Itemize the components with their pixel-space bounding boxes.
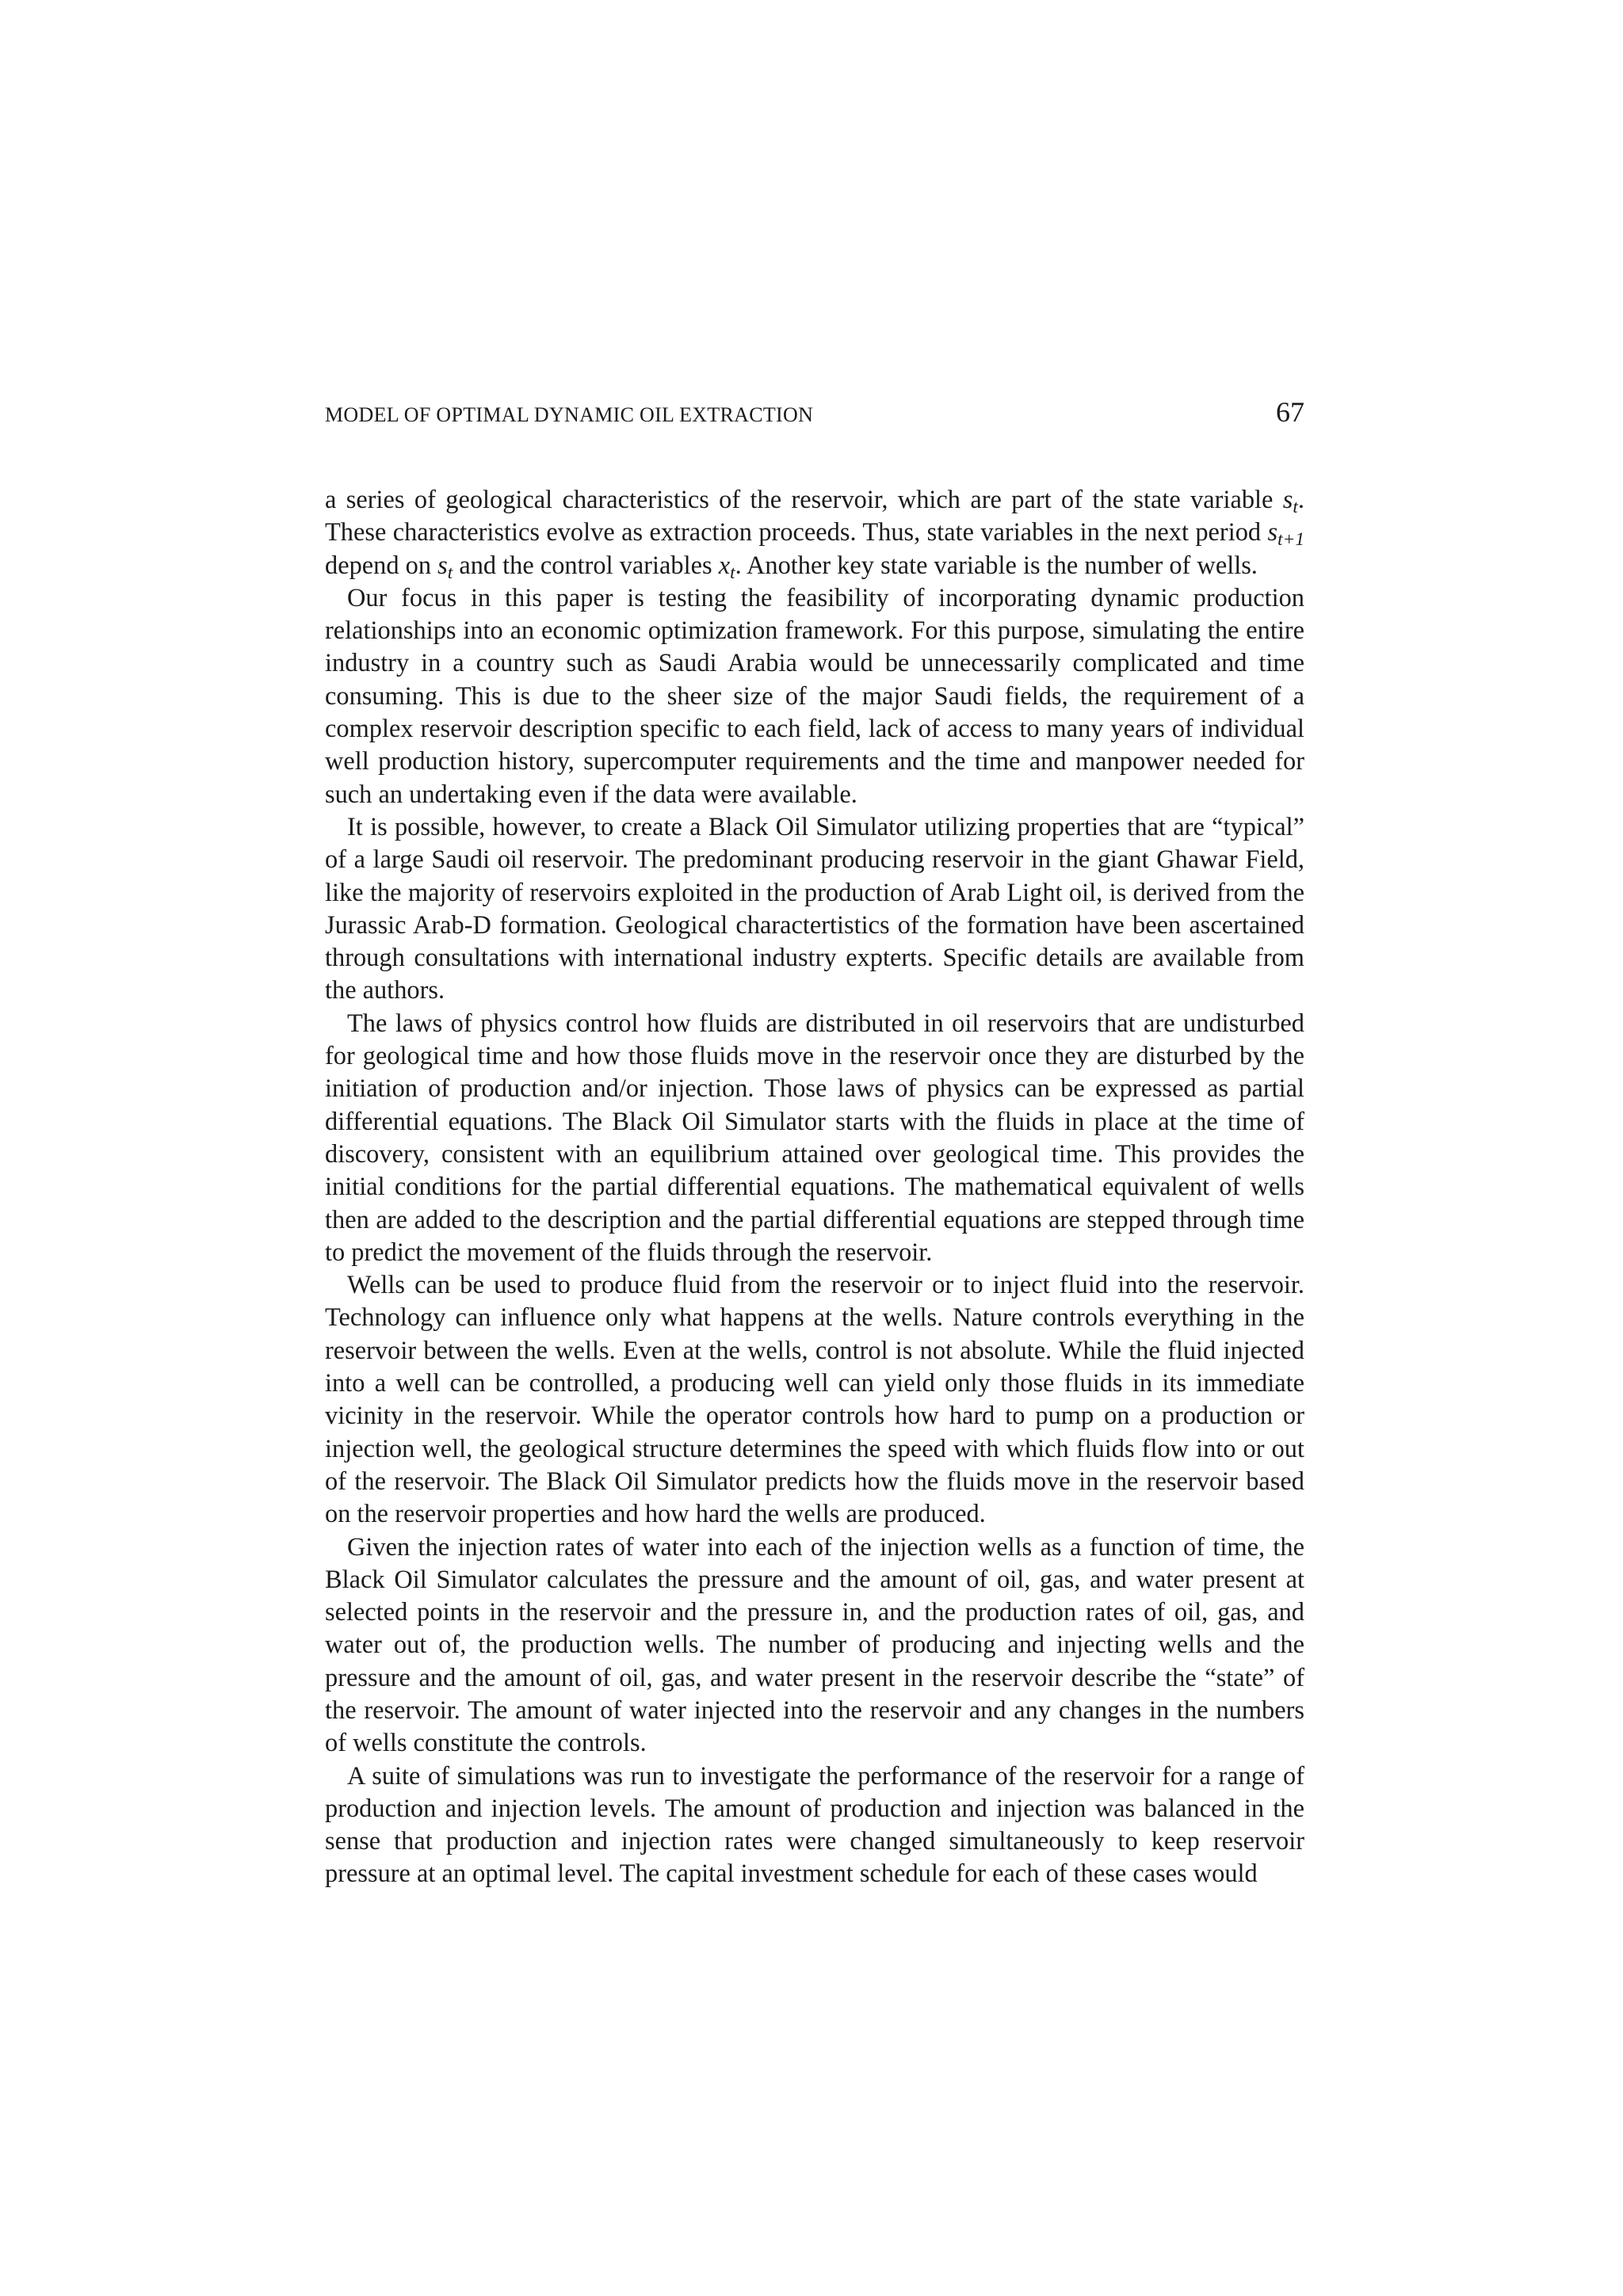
paragraph-1 xyxy=(325,484,1304,582)
math-subscript-t: t xyxy=(1293,496,1298,517)
paragraph-1-text-c: depend on xyxy=(325,551,438,580)
paragraph-1-text-e: . Another key state variable is the number of wells. xyxy=(735,551,1258,580)
page xyxy=(325,392,1304,1891)
body-text xyxy=(325,484,1304,1891)
paragraph-4: The laws of physics control how fluids are distributed in oil reservoirs that are undisturbed for geological time and how those fluids move in the reservoir once they are disturbed by the initiation of production and/or injection. Those laws of physics can be expressed as partial differential equations. The Black Oil Simulator starts with the fluids in place at the time of discovery, consistent with an equilibrium attained over geological time. This provides the initial conditions for the partial differential equations. The mathematical equivalent of wells then are added to the description and the partial differential equations are stepped through time to predict the movement of the fluids through the reservoir. xyxy=(325,1009,1304,1267)
math-s-t xyxy=(1282,486,1298,517)
paragraph-1-text-b: . These characteristics evolve as extraction proceeds. Thus, state variables in the next period xyxy=(325,486,1304,547)
running-header xyxy=(325,392,1304,440)
math-symbol-s: s xyxy=(1267,518,1278,547)
paragraph-6: Given the injection rates of water into each of the injection wells as a function of time, the Black Oil Simulator calculates the pressure and the amount of oil, gas, and water present at selected points in the reservoir and the pressure in, and the production rates of oil, gas, and water out of, the production wells. The number of producing and injecting wells and the pressure and the amount of oil, gas, and water present in the reservoir describe the “state” of the reservoir. The amount of water injected into the reservoir and any changes in the numbers of wells constitute the controls. xyxy=(325,1532,1304,1758)
math-symbol-s: s xyxy=(437,551,448,580)
math-symbol-s: s xyxy=(1282,486,1293,514)
paragraph-1-text-a: a series of geological characteristics of the reservoir, which are part of the state variable xyxy=(325,486,1283,514)
math-symbol-x: x xyxy=(718,551,731,580)
math-subscript-t: t xyxy=(730,562,735,583)
page-number: 67 xyxy=(1276,396,1304,428)
math-s-t-plus-1 xyxy=(1267,518,1304,551)
math-subscript-t: t xyxy=(447,562,453,583)
running-title: MODEL OF OPTIMAL DYNAMIC OIL EXTRACTION xyxy=(325,403,814,426)
paragraph-1-text-d: and the control variables xyxy=(453,551,719,580)
paragraph-3: It is possible, however, to create a Black Oil Simulator utilizing properties that are “typical” of a large Saudi oil reservoir. The predominant producing reservoir in the giant Ghawar Field, like the majority of reservoirs exploited in the production of Arab Light oil, is derived from the Jurassic Arab-D formation. Geological charactertistics of the formation have been ascertained through consultations with international industry expterts. Specific details are available from the authors. xyxy=(325,812,1304,1005)
paragraph-5: Wells can be used to produce fluid from the reservoir or to inject fluid into the reservoir. Technology can influence only what happens at the wells. Nature controls everything in the reservoir between the wells. Even at the wells, control is not absolute. While the fluid injected into a well can be controlled, a producing well can yield only those fluids in its immediate vicinity in the reservoir. While the operator controls how hard to pump on a production or injection well, the geological structure determines the speed with which fluids flow into or out of the reservoir. The Black Oil Simulator predicts how the fluids move in the reservoir based on the reservoir properties and how hard the wells are produced. xyxy=(325,1271,1304,1529)
math-subscript-t-plus-1: t+1 xyxy=(1277,529,1304,551)
math-x-t xyxy=(718,551,735,583)
paragraph-7: A suite of simulations was run to investigate the performance of the reservoir for a range of production and injection levels. The amount of production and injection was balanced in the sense that production and injection rates were changed simultaneously to keep reservoir pressure at an optimal level. The capital investment schedule for each of these cases would xyxy=(325,1761,1304,1889)
paragraph-2: Our focus in this paper is testing the feasibility of incorporating dynamic production relationships into an economic optimization framework. For this purpose, simulating the entire industry in a country such as Saudi Arabia would be unnecessarily complicated and time consuming. This is due to the sheer size of the major Saudi fields, the requirement of a complex reservoir description specific to each field, lack of access to many years of individual well production history, supercomputer requirements and the time and manpower needed for such an undertaking even if the data were available. xyxy=(325,583,1304,809)
math-s-t xyxy=(437,551,453,583)
